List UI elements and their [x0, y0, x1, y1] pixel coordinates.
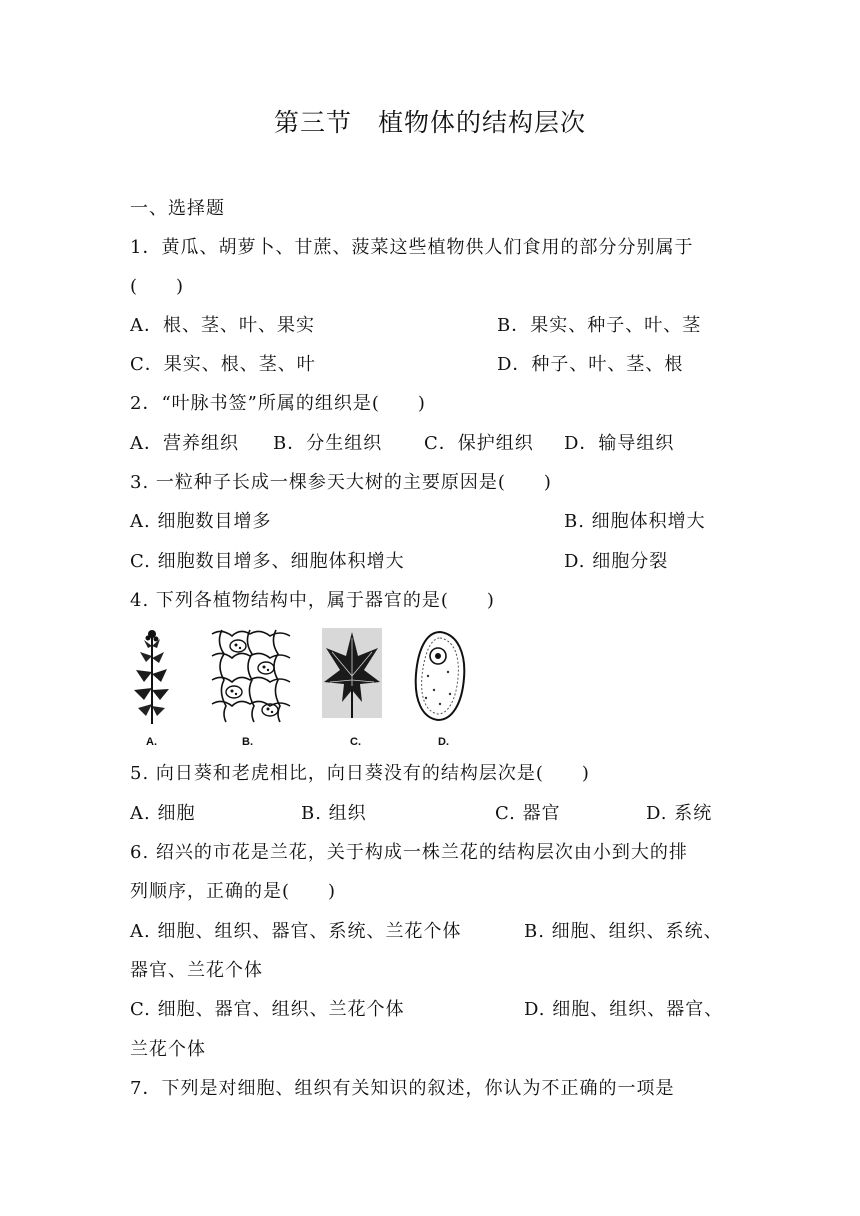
question-2-option-c: C．保护组织 [424, 433, 534, 454]
question-2-option-d: D．输导组织 [564, 433, 675, 454]
question-6-option-a: A. 细胞、组织、器官、系统、兰花个体 [130, 921, 462, 942]
single-cell-icon [410, 626, 470, 726]
figure-label-d: D. [438, 736, 449, 748]
page-title: 第三节 植物体的结构层次 [273, 108, 586, 137]
question-3-stem: 3. 一粒种子长成一棵参天大树的主要原因是( ) [130, 472, 552, 493]
question-5-stem: 5. 向日葵和老虎相比，向日葵没有的结构层次是( ) [130, 763, 590, 784]
question-1-option-c: C．果实、根、茎、叶 [130, 354, 316, 375]
question-1-blank: ( ) [130, 276, 185, 297]
question-1-stem: 1．黄瓜、胡萝卜、甘蔗、菠菜这些植物供人们食用的部分分别属于 [130, 237, 694, 258]
question-6-option-d-continued: 兰花个体 [130, 1039, 206, 1060]
question-6-stem: 6. 绍兴的市花是兰花，关于构成一株兰花的结构层次由小到大的排 [130, 842, 688, 863]
plant-icon [128, 626, 176, 726]
question-2-option-b: B．分生组织 [273, 433, 383, 454]
question-3-option-d: D. 细胞分裂 [564, 551, 669, 572]
question-3-option-c: C. 细胞数目增多、细胞体积增大 [130, 551, 405, 572]
question-1-option-b: B．果实、种子、叶、茎 [497, 315, 702, 336]
question-6-stem-continued: 列顺序，正确的是( ) [130, 881, 337, 902]
question-2-option-a: A．营养组织 [130, 433, 239, 454]
question-5-option-a: A. 细胞 [130, 803, 196, 824]
question-5-option-b: B. 组织 [301, 803, 367, 824]
question-4-stem: 4. 下列各植物结构中，属于器官的是( ) [130, 590, 495, 611]
figure-label-a: A. [146, 736, 157, 748]
question-1-option-d: D．种子、叶、茎、根 [497, 354, 684, 375]
question-3-option-b: B. 细胞体积增大 [564, 511, 706, 532]
figure-label-c: C. [350, 736, 361, 748]
question-2-stem: 2．“叶脉书签”所属的组织是( ) [130, 393, 426, 414]
section-heading: 一、选择题 [130, 198, 225, 219]
question-1-option-a: A．根、茎、叶、果实 [130, 315, 315, 336]
question-4-figures [128, 626, 488, 752]
question-7-stem: 7．下列是对细胞、组织有关知识的叙述，你认为不正确的一项是 [130, 1078, 675, 1099]
question-5-option-c: C. 器官 [495, 803, 561, 824]
question-3-option-a: A. 细胞数目增多 [130, 511, 272, 532]
question-6-option-b: B. 细胞、组织、系统、 [524, 921, 723, 942]
figure-label-b: B. [242, 736, 253, 748]
question-5-option-d: D. 系统 [646, 803, 713, 824]
leaf-icon [322, 626, 382, 726]
tissue-cells-icon [208, 626, 294, 726]
question-6-option-d: D. 细胞、组织、器官、 [524, 999, 724, 1020]
question-6-option-b-continued: 器官、兰花个体 [130, 960, 263, 981]
question-6-option-c: C. 细胞、器官、组织、兰花个体 [130, 999, 405, 1020]
